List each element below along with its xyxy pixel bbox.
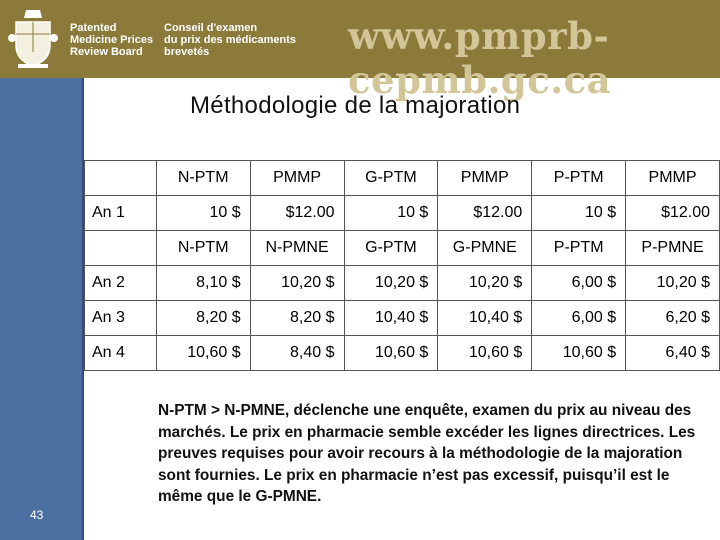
column-header: G-PMNE bbox=[438, 231, 532, 266]
explanation-box bbox=[148, 396, 712, 536]
table-cell: 10,60 $ bbox=[532, 336, 626, 371]
table-cell: 6,00 $ bbox=[532, 301, 626, 336]
column-header: P-PMNE bbox=[626, 231, 720, 266]
table-cell: 8,10 $ bbox=[156, 266, 250, 301]
table-cell: 10,60 $ bbox=[344, 336, 438, 371]
table-row bbox=[85, 336, 720, 371]
table-subheader-row bbox=[85, 231, 720, 266]
table-cell: 6,20 $ bbox=[626, 301, 720, 336]
table-cell: 10,20 $ bbox=[438, 266, 532, 301]
canada-coat-of-arms-icon bbox=[8, 8, 58, 70]
column-header: PMMP bbox=[626, 161, 720, 196]
table-cell: 6,00 $ bbox=[532, 266, 626, 301]
explanation-text: N-PTM > N-PMNE, déclenche une enquête, examen du prix au niveau des marchés. Le prix en pharmacie semble excéder les lignes directrices. Les preuves requises pour avoir recours à la méthodologie de la majoration sont fournies. Le prix en pharmacie n’est pas excessif, puisqu’il est le même que le G-PMNE. bbox=[158, 402, 696, 505]
column-header: P-PTM bbox=[532, 231, 626, 266]
org-name-english: Patented Medicine Prices Review Board bbox=[70, 22, 154, 58]
left-sidebar-bar bbox=[0, 78, 82, 540]
row-label: An 2 bbox=[85, 266, 157, 301]
column-header: G-PTM bbox=[344, 161, 438, 196]
slide-title: Méthodologie de la majoration bbox=[190, 92, 521, 119]
org-name-french: Conseil d'examen du prix des médicaments brevetés bbox=[164, 22, 297, 58]
table-cell: 6,40 $ bbox=[626, 336, 720, 371]
column-header: G-PTM bbox=[344, 231, 438, 266]
row-label: An 1 bbox=[85, 196, 157, 231]
website-url: www.pmprb-cepmb.gc.ca bbox=[348, 14, 612, 102]
page-number: 43 bbox=[30, 508, 44, 522]
table-cell: 8,20 $ bbox=[156, 301, 250, 336]
table-cell: 8,20 $ bbox=[250, 301, 344, 336]
column-header: PMMP bbox=[438, 161, 532, 196]
table-cell: 10,20 $ bbox=[344, 266, 438, 301]
table-cell: $12.00 bbox=[626, 196, 720, 231]
table-cell: 8,40 $ bbox=[250, 336, 344, 371]
table-cell: $12.00 bbox=[250, 196, 344, 231]
table-header-row bbox=[85, 161, 720, 196]
table-cell: $12.00 bbox=[438, 196, 532, 231]
table-corner-cell bbox=[85, 161, 157, 196]
column-header: N-PTM bbox=[156, 231, 250, 266]
table-cell: 10 $ bbox=[156, 196, 250, 231]
table-cell: 10 $ bbox=[344, 196, 438, 231]
column-header: P-PTM bbox=[532, 161, 626, 196]
table-cell: 10,40 $ bbox=[344, 301, 438, 336]
table-cell: 10,60 $ bbox=[156, 336, 250, 371]
table-row bbox=[85, 196, 720, 231]
table-empty-cell bbox=[85, 231, 157, 266]
table-cell: 10,60 $ bbox=[438, 336, 532, 371]
markup-table bbox=[84, 160, 720, 371]
table-cell: 10,40 $ bbox=[438, 301, 532, 336]
column-header: N-PTM bbox=[156, 161, 250, 196]
row-label: An 4 bbox=[85, 336, 157, 371]
table-cell: 10,20 $ bbox=[250, 266, 344, 301]
table-cell: 10 $ bbox=[532, 196, 626, 231]
table-row bbox=[85, 266, 720, 301]
column-header: PMMP bbox=[250, 161, 344, 196]
table-cell: 10,20 $ bbox=[626, 266, 720, 301]
column-header: N-PMNE bbox=[250, 231, 344, 266]
header-banner bbox=[0, 0, 720, 102]
table-row bbox=[85, 301, 720, 336]
row-label: An 3 bbox=[85, 301, 157, 336]
